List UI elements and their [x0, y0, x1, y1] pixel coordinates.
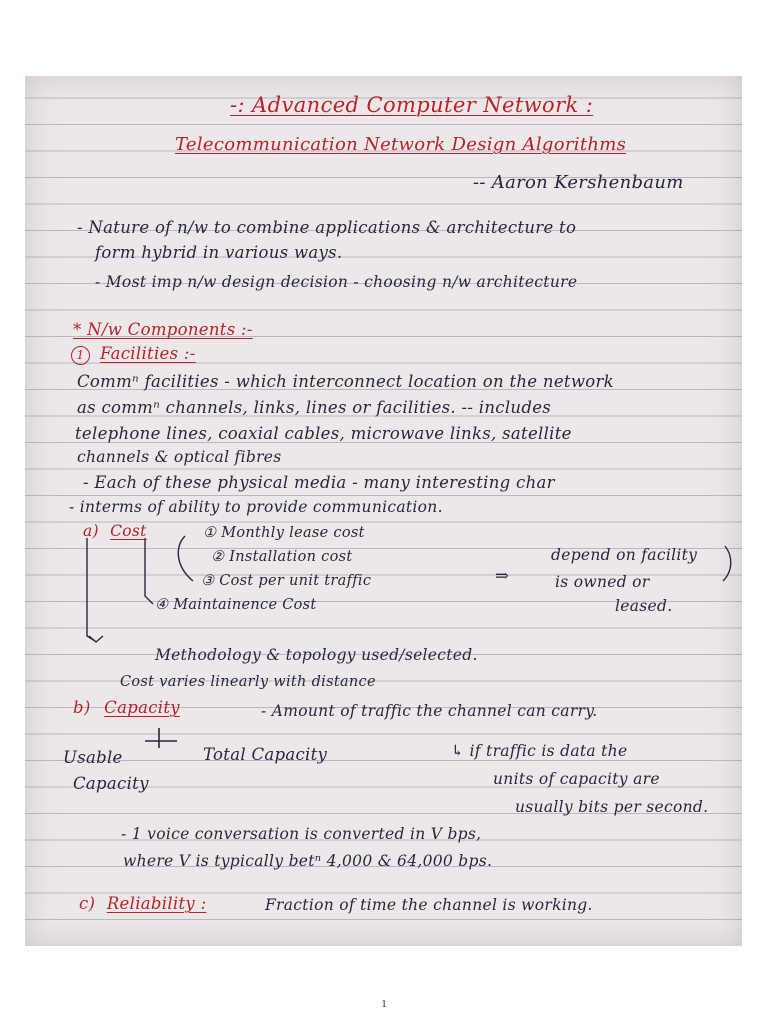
text-line: Cost varies linearly with distance: [120, 674, 376, 690]
cost-heading: [83, 522, 147, 540]
cost-bracket-stroke: [178, 536, 193, 581]
text-line: Capacity: [73, 774, 149, 793]
cost-label: Cost: [110, 522, 147, 540]
cost-bracket-stroke-2: [145, 538, 153, 604]
cost-marker: a): [83, 522, 99, 540]
text-line: ↳ if traffic is data the: [451, 742, 628, 760]
text-line: - Amount of traffic the channel can carry.: [261, 702, 598, 720]
reliability-marker: c): [79, 894, 96, 913]
text-line: depend on facility: [551, 546, 698, 564]
page-number: 1: [381, 998, 387, 1010]
book-author: -- Aaron Kershenbaum: [473, 172, 684, 193]
text-line: telephone lines, coaxial cables, microwave links, satellite: [75, 424, 572, 443]
text-line: channels & optical fibres: [77, 448, 282, 466]
reliability-label: Reliability :: [106, 894, 207, 913]
capacity-label: Capacity: [104, 698, 180, 717]
methodology-arrow-head: [89, 636, 103, 642]
methodology-arrow-stroke: [87, 538, 95, 641]
subsection-heading: [71, 344, 196, 365]
text-line: form hybrid in various ways.: [95, 243, 343, 262]
text-line: - Each of these physical media - many interesting char: [83, 473, 555, 492]
cost-item: ① Monthly lease cost: [203, 525, 365, 541]
text-line: - Nature of n/w to combine applications & architecture to: [77, 218, 577, 237]
text-line: - Most imp n/w design decision - choosing n/w architecture: [95, 273, 578, 291]
text-line: where V is typically betⁿ 4,000 & 64,000 bps.: [123, 852, 493, 870]
text-line: Usable: [63, 748, 123, 767]
reliability-heading: [79, 894, 206, 913]
text-line: as commⁿ channels, links, lines or facilities. -- includes: [77, 398, 552, 417]
text-line: Methodology & topology used/selected.: [155, 646, 478, 664]
text-line: usually bits per second.: [515, 798, 709, 816]
cost-item: ③ Cost per unit traffic: [201, 573, 372, 589]
page-title: ‐: Advanced Computer Network :: [230, 93, 594, 117]
section-heading: * N/w Components :-: [73, 320, 253, 339]
capacity-heading: [73, 698, 180, 717]
depend-brace-stroke: [723, 546, 731, 581]
capacity-marker: b): [73, 698, 91, 717]
text-line: units of capacity are: [493, 770, 660, 788]
text-line: Fraction of time the channel is working.: [265, 896, 593, 914]
text-line: leased.: [615, 597, 673, 615]
text-line: - interms of ability to provide communication.: [69, 498, 443, 516]
notebook-page: [25, 76, 742, 946]
cost-item: ② Installation cost: [211, 549, 353, 565]
text-line: is owned or: [555, 573, 650, 591]
book-title: Telecommunication Network Design Algorithms: [175, 134, 627, 155]
text-line: Total Capacity: [203, 745, 328, 764]
facilities-label: Facilities :-: [100, 344, 196, 363]
facilities-number: 1: [71, 346, 90, 365]
capacity-separator-stroke: [145, 728, 177, 748]
text-line: Commⁿ facilities - which interconnect location on the network: [77, 372, 614, 391]
implies-arrow: ⇒: [495, 566, 510, 585]
text-line: - 1 voice conversation is converted in V bps,: [121, 825, 482, 843]
cost-item: ④ Maintainence Cost: [155, 597, 317, 613]
